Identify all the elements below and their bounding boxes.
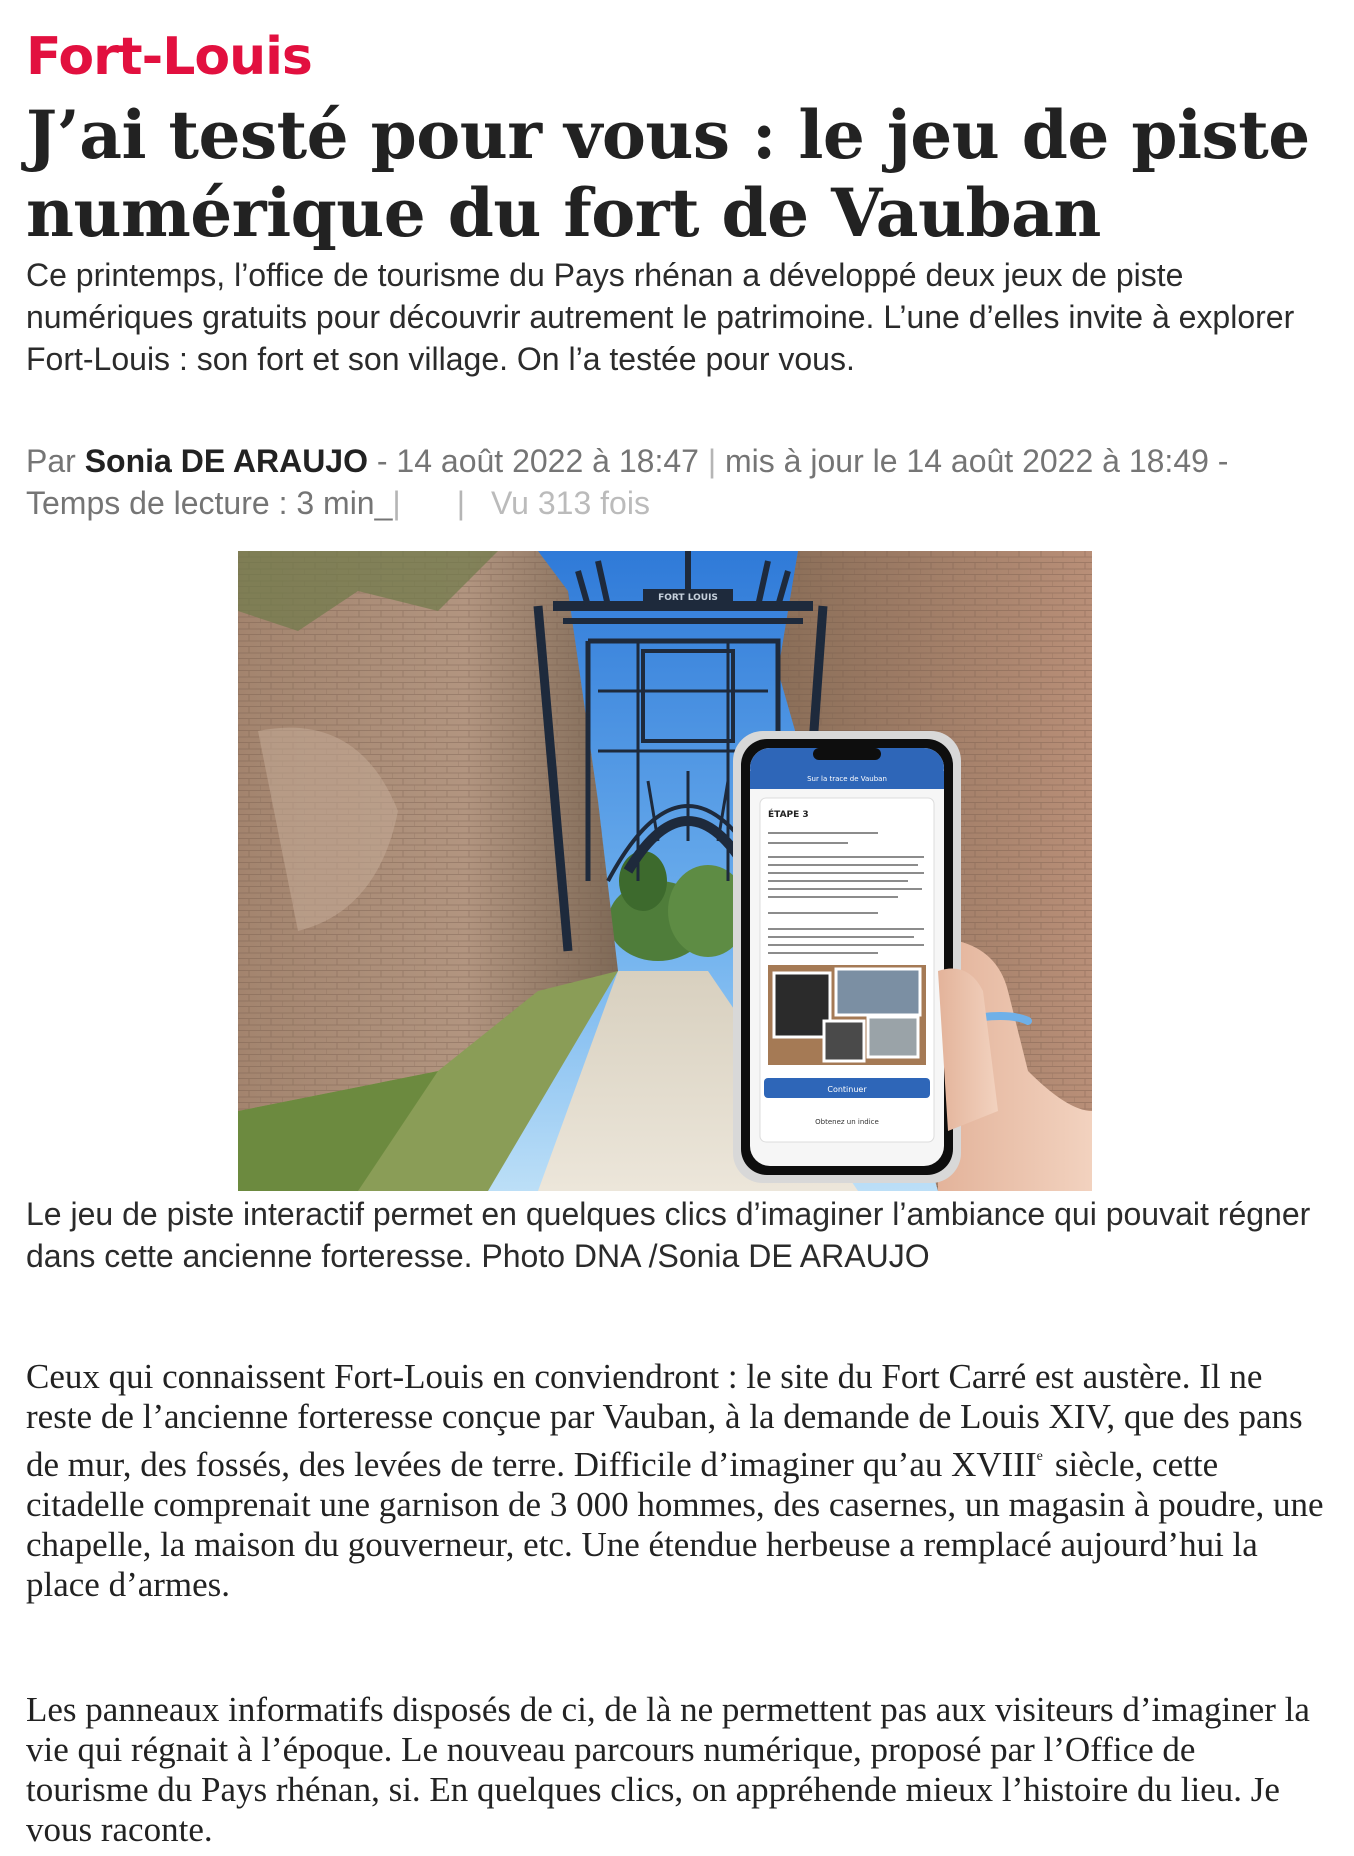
superscript-e: e [1036, 1449, 1043, 1464]
lead-paragraph: Ce printemps, l’office de tourisme du Pays rhénan a développé deux jeux de piste numériques gratuits pour découvrir autrement le patrimoine. L’une d’elles invite à explorer Fort-Louis : son fort et son village. On l’a testée pour vous. [26, 257, 1295, 377]
article-photo[interactable] [238, 551, 1092, 1191]
gate-sign: FORT LOUIS [658, 593, 718, 603]
view-count: Vu 313 fois [491, 485, 650, 521]
phone [733, 731, 961, 1183]
byline-separator: | [698, 443, 726, 479]
byline-separator: | [392, 485, 401, 521]
byline-prefix: Par [26, 443, 85, 479]
paragraph-1 [26, 1357, 1326, 1605]
phone-header: Sur la trace de Vauban [807, 775, 887, 783]
author-link[interactable]: Sonia DE ARAUJO [84, 443, 368, 479]
updated-date: mis à jour le 14 août 2022 à 18:49 [725, 443, 1209, 479]
paragraph-1-text-b: siècle, cette citadelle comprenait une garnison de 3 000 hommes, des casernes, un magasin à poudre, une chapelle, la maison du gouverneur, etc. Une étendue herbeuse a remplacé aujourd’hui la place d’armes. [26, 1445, 1324, 1604]
phone-hint-link: Obtenez un indice [815, 1118, 879, 1126]
byline-separator: | [456, 485, 466, 521]
section-label[interactable]: Fort-Louis [26, 27, 312, 87]
paragraph-1-text-a: Ceux qui connaissent Fort-Louis en conviendront : le site du Fort Carré est austère. Il ne reste de l’ancienne forteresse conçue par Vauban, à la demande de Louis XIV, que des pans de mur, des fossés, des levées de terre. Difficile d’imaginer qu’au XVIII [26, 1357, 1303, 1484]
published-date: - 14 août 2022 à 18:47 [367, 443, 699, 479]
photo-caption: Le jeu de piste interactif permet en quelques clics d’imaginer l’ambiance qui pouvait régner dans cette ancienne forteresse. Photo DNA /Sonia DE ARAUJO [26, 1196, 1311, 1274]
phone-step-title: ÉTAPE 3 [768, 810, 809, 820]
byline [26, 440, 1326, 524]
headline: J’ai testé pour vous : le jeu de piste numérique du fort de Vauban [26, 96, 1310, 252]
phone-continue-button: Continuer [827, 1085, 867, 1094]
reading-time: - Temps de lecture : 3 min_ [26, 443, 1229, 521]
paragraph-2: Les panneaux informatifs disposés de ci, de là ne permettent pas aux visiteurs d’imaginer la vie qui régnait à l’époque. Le nouveau parcours numérique, proposé par l’Office de tourisme du Pays rhénan, si. En quelques clics, on appréhende mieux l’histoire du lieu. Je vous raconte. [26, 1690, 1310, 1849]
